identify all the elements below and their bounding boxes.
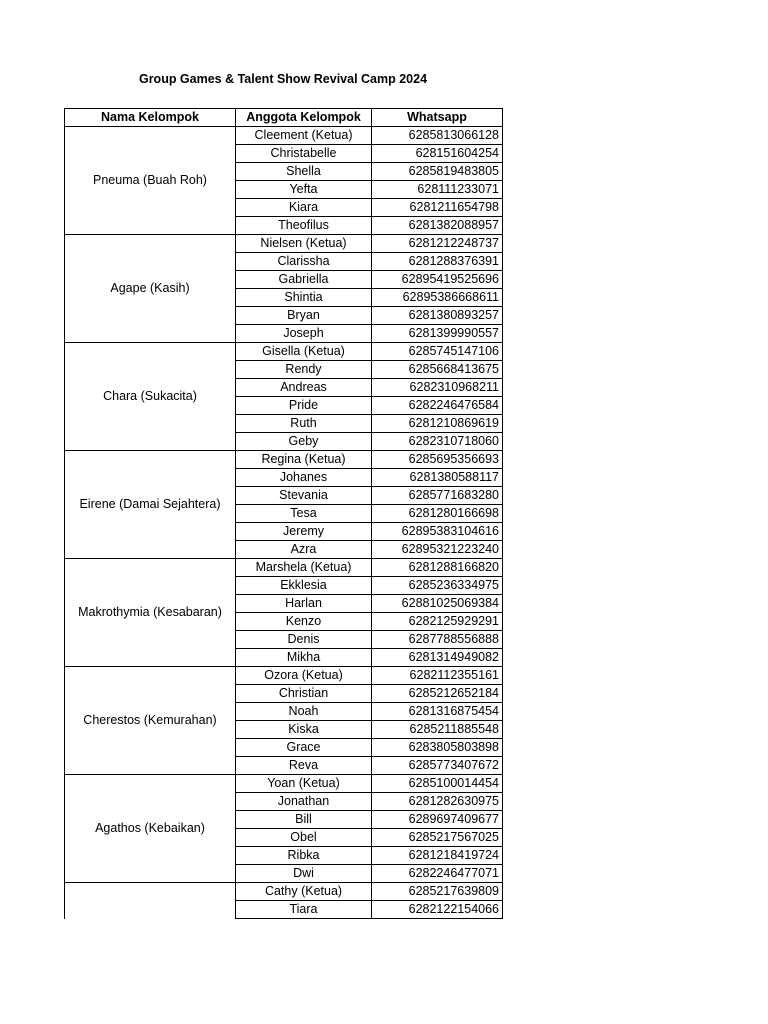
whatsapp-number-cell: 6281288376391: [372, 253, 503, 271]
table-row: [65, 127, 503, 145]
member-name-cell: Gisella (Ketua): [236, 343, 372, 361]
group-name-cell: Agape (Kasih): [65, 235, 236, 343]
group-name-cell: Chara (Sukacita): [65, 343, 236, 451]
member-name-cell: Shella: [236, 163, 372, 181]
member-name-cell: Harlan: [236, 595, 372, 613]
member-name-cell: Dwi: [236, 865, 372, 883]
member-name-cell: Bryan: [236, 307, 372, 325]
member-name-cell: Yoan (Ketua): [236, 775, 372, 793]
member-name-cell: Grace: [236, 739, 372, 757]
table-body: [65, 127, 503, 919]
member-name-cell: Tiara: [236, 901, 372, 919]
member-name-cell: Cathy (Ketua): [236, 883, 372, 901]
group-name-cell: Makrothymia (Kesabaran): [65, 559, 236, 667]
member-name-cell: Stevania: [236, 487, 372, 505]
member-name-cell: Regina (Ketua): [236, 451, 372, 469]
member-name-cell: Theofilus: [236, 217, 372, 235]
whatsapp-number-cell: 6285100014454: [372, 775, 503, 793]
whatsapp-number-cell: 6281280166698: [372, 505, 503, 523]
member-name-cell: Geby: [236, 433, 372, 451]
whatsapp-number-cell: 6285773407672: [372, 757, 503, 775]
member-name-cell: Azra: [236, 541, 372, 559]
member-name-cell: Obel: [236, 829, 372, 847]
whatsapp-number-cell: 628111233071: [372, 181, 503, 199]
whatsapp-number-cell: 6281211654798: [372, 199, 503, 217]
table-header-row: [65, 109, 503, 127]
whatsapp-number-cell: 6282246476584: [372, 397, 503, 415]
whatsapp-number-cell: 6285217639809: [372, 883, 503, 901]
whatsapp-number-cell: 6282310968211: [372, 379, 503, 397]
table-row: [65, 667, 503, 685]
member-name-cell: Yefta: [236, 181, 372, 199]
whatsapp-number-cell: 6285212652184: [372, 685, 503, 703]
whatsapp-number-cell: 6282122154066: [372, 901, 503, 919]
group-name-cell: [65, 883, 236, 919]
group-name-cell: Agathos (Kebaikan): [65, 775, 236, 883]
member-name-cell: Christian: [236, 685, 372, 703]
whatsapp-number-cell: 6285668413675: [372, 361, 503, 379]
member-name-cell: Cleement (Ketua): [236, 127, 372, 145]
whatsapp-number-cell: 6285217567025: [372, 829, 503, 847]
document-title: Group Games & Talent Show Revival Camp 2024: [138, 72, 428, 86]
member-name-cell: Nielsen (Ketua): [236, 235, 372, 253]
member-name-cell: Gabriella: [236, 271, 372, 289]
whatsapp-number-cell: 6281212248737: [372, 235, 503, 253]
whatsapp-number-cell: 6281380588117: [372, 469, 503, 487]
whatsapp-number-cell: 6285813066128: [372, 127, 503, 145]
whatsapp-number-cell: 6281282630975: [372, 793, 503, 811]
whatsapp-number-cell: 62881025069384: [372, 595, 503, 613]
table-row: [65, 775, 503, 793]
whatsapp-number-cell: 6289697409677: [372, 811, 503, 829]
table-row: [65, 451, 503, 469]
whatsapp-number-cell: 6285819483805: [372, 163, 503, 181]
member-name-cell: Kiara: [236, 199, 372, 217]
member-name-cell: Mikha: [236, 649, 372, 667]
group-name-cell: Pneuma (Buah Roh): [65, 127, 236, 235]
whatsapp-number-cell: 62895383104616: [372, 523, 503, 541]
group-name-cell: Eirene (Damai Sejahtera): [65, 451, 236, 559]
table-row: [65, 343, 503, 361]
whatsapp-number-cell: 6285211885548: [372, 721, 503, 739]
whatsapp-number-cell: 6285745147106: [372, 343, 503, 361]
member-name-cell: Bill: [236, 811, 372, 829]
member-name-cell: Kiska: [236, 721, 372, 739]
whatsapp-number-cell: 6281399990557: [372, 325, 503, 343]
member-name-cell: Jeremy: [236, 523, 372, 541]
member-name-cell: Denis: [236, 631, 372, 649]
member-name-cell: Joseph: [236, 325, 372, 343]
table-row: [65, 883, 503, 901]
whatsapp-number-cell: 62895386668611: [372, 289, 503, 307]
member-name-cell: Ruth: [236, 415, 372, 433]
whatsapp-number-cell: 6281288166820: [372, 559, 503, 577]
member-name-cell: Jonathan: [236, 793, 372, 811]
whatsapp-number-cell: 62895419525696: [372, 271, 503, 289]
member-name-cell: Ozora (Ketua): [236, 667, 372, 685]
member-name-cell: Noah: [236, 703, 372, 721]
whatsapp-number-cell: 6282125929291: [372, 613, 503, 631]
whatsapp-number-cell: 6282246477071: [372, 865, 503, 883]
member-name-cell: Reva: [236, 757, 372, 775]
whatsapp-number-cell: 6285236334975: [372, 577, 503, 595]
whatsapp-number-cell: 6281218419724: [372, 847, 503, 865]
member-name-cell: Ribka: [236, 847, 372, 865]
whatsapp-number-cell: 6281210869619: [372, 415, 503, 433]
whatsapp-number-cell: 6282310718060: [372, 433, 503, 451]
member-name-cell: Andreas: [236, 379, 372, 397]
whatsapp-number-cell: 628151604254: [372, 145, 503, 163]
member-name-cell: Marshela (Ketua): [236, 559, 372, 577]
member-name-cell: Clarissha: [236, 253, 372, 271]
whatsapp-number-cell: 62895321223240: [372, 541, 503, 559]
member-name-cell: Rendy: [236, 361, 372, 379]
member-name-cell: Ekklesia: [236, 577, 372, 595]
table-row: [65, 559, 503, 577]
member-name-cell: Pride: [236, 397, 372, 415]
header-whatsapp: Whatsapp: [372, 109, 503, 127]
member-name-cell: Kenzo: [236, 613, 372, 631]
whatsapp-number-cell: 6287788556888: [372, 631, 503, 649]
member-name-cell: Tesa: [236, 505, 372, 523]
group-roster-table: [64, 108, 503, 919]
member-name-cell: Christabelle: [236, 145, 372, 163]
whatsapp-number-cell: 6281314949082: [372, 649, 503, 667]
header-group-members: Anggota Kelompok: [236, 109, 372, 127]
header-group-name: Nama Kelompok: [65, 109, 236, 127]
member-name-cell: Johanes: [236, 469, 372, 487]
whatsapp-number-cell: 6285695356693: [372, 451, 503, 469]
member-name-cell: Shintia: [236, 289, 372, 307]
table-row: [65, 235, 503, 253]
whatsapp-number-cell: 6281380893257: [372, 307, 503, 325]
group-name-cell: Cherestos (Kemurahan): [65, 667, 236, 775]
whatsapp-number-cell: 6281316875454: [372, 703, 503, 721]
whatsapp-number-cell: 6281382088957: [372, 217, 503, 235]
whatsapp-number-cell: 6285771683280: [372, 487, 503, 505]
whatsapp-number-cell: 6283805803898: [372, 739, 503, 757]
whatsapp-number-cell: 6282112355161: [372, 667, 503, 685]
